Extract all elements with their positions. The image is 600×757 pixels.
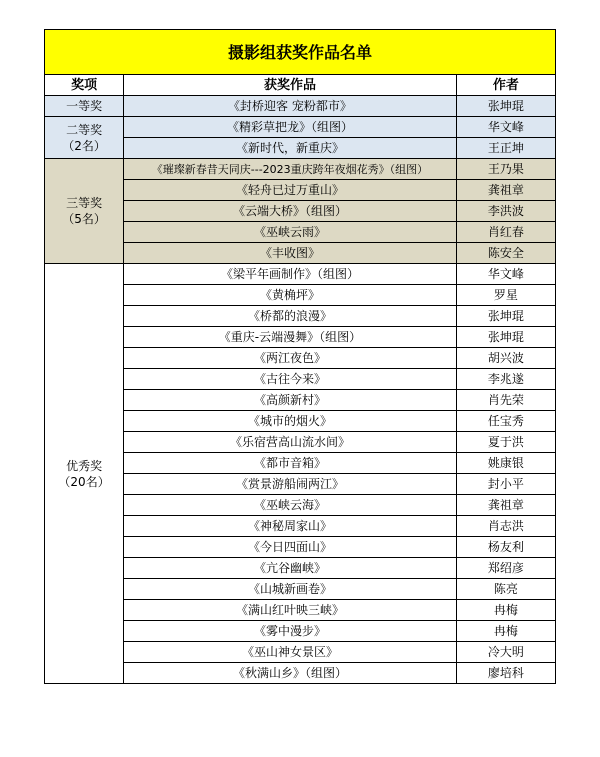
work-cell: 《重庆-云端漫舞》（组图） [124,327,457,348]
award-first [45,96,124,117]
work-cell: 《云端大桥》（组图） [124,201,457,222]
work-cell: 《古往今来》 [124,369,457,390]
author-cell: 王正坤 [456,138,555,159]
award-label: 三等奖 [66,196,103,210]
author-cell: 夏于洪 [456,432,555,453]
table-row [45,96,556,117]
work-cell: 《璀璨新春昔天同庆---2023重庆跨年夜烟花秀》（组图） [124,159,457,180]
work-cell: 《轻舟已过万重山》 [124,180,457,201]
work-cell: 《满山红叶映三峡》 [124,600,457,621]
header-author: 作者 [456,75,555,96]
author-cell: 郑绍彦 [456,558,555,579]
work-cell: 《山城新画卷》 [124,579,457,600]
author-cell: 华文峰 [456,117,555,138]
header-award: 奖项 [45,75,124,96]
author-cell: 封小平 [456,474,555,495]
work-cell: 《精彩草把龙》（组图） [124,117,457,138]
award-third [45,159,124,264]
award-count: （20名） [58,474,110,489]
author-cell: 张坤琨 [456,327,555,348]
work-cell: 《梁平年画制作》（组图） [124,264,457,285]
header-row [45,75,556,96]
work-cell: 《巫峡云海》 [124,495,457,516]
work-cell: 《丰收图》 [124,243,457,264]
award-count: （5名） [62,212,106,226]
author-cell: 龚祖章 [456,180,555,201]
work-cell: 《封桥迎客 宠粉都市》 [124,96,457,117]
author-cell: 冷大明 [456,642,555,663]
work-cell: 《巫峡云雨》 [124,222,457,243]
award-list-sheet [44,29,556,684]
award-table [44,29,556,684]
author-cell: 肖红春 [456,222,555,243]
award-second [45,117,124,159]
author-cell: 肖志洪 [456,516,555,537]
author-cell: 姚康银 [456,453,555,474]
author-cell: 王乃果 [456,159,555,180]
author-cell: 张坤琨 [456,306,555,327]
work-cell: 《巫山神女景区》 [124,642,457,663]
work-cell: 《桥都的浪漫》 [124,306,457,327]
work-cell: 《高颜新村》 [124,390,457,411]
table-row [45,264,556,285]
table-row [45,159,556,180]
table-row [45,117,556,138]
author-cell: 廖培科 [456,663,555,684]
work-cell: 《赏景游船闹两江》 [124,474,457,495]
author-cell: 张坤琨 [456,96,555,117]
author-cell: 冉梅 [456,621,555,642]
award-count: （2名） [62,138,106,153]
award-label: 优秀奖 [66,458,103,473]
work-cell: 《亢谷幽峡》 [124,558,457,579]
author-cell: 杨友利 [456,537,555,558]
work-cell: 《黄桷坪》 [124,285,457,306]
work-cell: 《两江夜色》 [124,348,457,369]
work-cell: 《秋满山乡》（组图） [124,663,457,684]
author-cell: 陈安全 [456,243,555,264]
work-cell: 《乐宿营高山流水间》 [124,432,457,453]
author-cell: 龚祖章 [456,495,555,516]
work-cell: 《城市的烟火》 [124,411,457,432]
author-cell: 李洪波 [456,201,555,222]
author-cell: 罗星 [456,285,555,306]
author-cell: 任宝秀 [456,411,555,432]
award-excellent [45,264,124,684]
author-cell: 李兆遂 [456,369,555,390]
work-cell: 《都市音箱》 [124,453,457,474]
header-work: 获奖作品 [124,75,457,96]
work-cell: 《雾中漫步》 [124,621,457,642]
work-cell: 《神秘周家山》 [124,516,457,537]
author-cell: 肖先荣 [456,390,555,411]
award-label: 二等奖 [66,122,103,137]
work-cell: 《今日四面山》 [124,537,457,558]
sheet-title: 摄影组获奖作品名单 [45,30,556,75]
award-label: 一等奖 [66,98,103,113]
author-cell: 华文峰 [456,264,555,285]
work-cell: 《新时代，新重庆》 [124,138,457,159]
author-cell: 冉梅 [456,600,555,621]
author-cell: 陈亮 [456,579,555,600]
author-cell: 胡兴波 [456,348,555,369]
